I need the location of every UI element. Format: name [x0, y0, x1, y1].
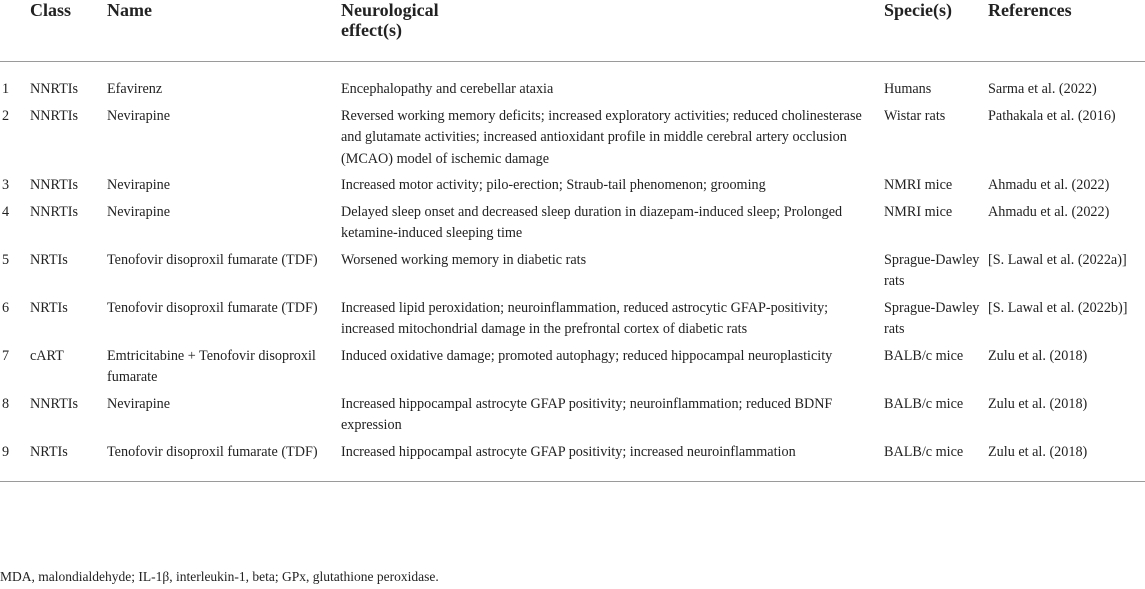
cell-effect: Increased motor activity; pilo-erection; Straub-tail phenomenon; grooming: [341, 177, 766, 193]
cell-name: Nevirapine: [107, 177, 171, 193]
cell-species: Humans: [884, 81, 932, 97]
cell-class: cART: [30, 347, 64, 364]
cell-reference: Zulu et al. (2018): [988, 443, 1088, 460]
cell-reference: Zulu et al. (2018): [988, 347, 1088, 364]
cell-class: NRTIs: [30, 299, 68, 316]
row-number: 3: [2, 177, 10, 193]
header-number: [0, 0, 30, 62]
table-footnote: MDA, malondialdehyde; IL-1β, interleukin-1, beta; GPx, glutathione peroxidase.: [0, 569, 439, 584]
cell-name: Tenofovir disoproxil fumarate (TDF): [107, 251, 318, 268]
row-number: 8: [2, 395, 10, 412]
table-row: [0, 245, 1145, 293]
cell-reference: Ahmadu et al. (2022): [988, 177, 1110, 193]
cell-class: NNRTIs: [30, 177, 79, 193]
cell-species: BALB/c mice: [884, 443, 964, 460]
cell-species: BALB/c mice: [884, 347, 964, 364]
table-row: [0, 293, 1145, 341]
cell-name: Tenofovir disoproxil fumarate (TDF): [107, 299, 318, 316]
cell-effect: Increased lipid peroxidation; neuroinflammation, reduced astrocytic GFAP-positivity; increased mitochondrial damage in the prefrontal cortex of diabetic rats: [341, 299, 829, 337]
cell-name: Efavirenz: [107, 81, 163, 97]
cell-reference: Pathakala et al. (2016): [988, 107, 1116, 124]
cell-name: Nevirapine: [107, 203, 171, 220]
cell-class: NRTIs: [30, 251, 68, 268]
cell-species: Sprague-Dawley rats: [884, 299, 980, 337]
cell-reference: Zulu et al. (2018): [988, 395, 1088, 412]
header-effect: [341, 0, 884, 62]
row-number: 2: [2, 107, 10, 124]
header-species: Specie(s): [884, 0, 988, 62]
cell-reference: Sarma et al. (2022): [988, 81, 1097, 97]
table-row: [0, 341, 1145, 389]
cell-effect: Delayed sleep onset and decreased sleep duration in diazepam-induced sleep; Prolonged ketamine-induced sleeping time: [341, 203, 843, 241]
cell-effect: Induced oxidative damage; promoted autophagy; reduced hippocampal neuroplasticity: [341, 347, 833, 364]
header-references: References: [988, 0, 1145, 62]
cell-name: Nevirapine: [107, 395, 171, 412]
cell-class: NNRTIs: [30, 203, 79, 220]
row-number: 9: [2, 443, 10, 460]
row-number: 5: [2, 251, 10, 268]
table-header: [0, 0, 1145, 62]
header-name: Name: [107, 0, 341, 62]
cell-species: BALB/c mice: [884, 395, 964, 412]
cell-effect: Reversed working memory deficits; increased exploratory activities; reduced cholinesterase and glutamate activities; increased antioxidant profile in middle cerebral artery occlusion (MCAO) model of ischemic damage: [341, 107, 862, 167]
table-row: [0, 389, 1145, 437]
cell-name: Emtricitabine + Tenofovir disoproxil fumarate: [107, 347, 316, 385]
row-number: 7: [2, 347, 10, 364]
cell-class: NNRTIs: [30, 107, 79, 124]
table-row: [0, 62, 1145, 101]
header-effect-label: Neurological effect(s): [341, 0, 439, 40]
cell-species: NMRI mice: [884, 177, 953, 193]
cell-species: Wistar rats: [884, 107, 946, 124]
header-row: [0, 0, 1145, 62]
cell-effect: Increased hippocampal astrocyte GFAP positivity; neuroinflammation; reduced BDNF expression: [341, 395, 833, 433]
cell-name: Tenofovir disoproxil fumarate (TDF): [107, 443, 318, 460]
cell-reference: [S. Lawal et al. (2022a)]: [988, 251, 1127, 268]
cell-class: NNRTIs: [30, 81, 79, 97]
row-number: 6: [2, 299, 10, 316]
cell-class: NNRTIs: [30, 395, 79, 412]
row-number: 1: [2, 81, 10, 97]
cell-species: Sprague-Dawley rats: [884, 251, 980, 289]
table-row: [0, 101, 1145, 171]
cell-name: Nevirapine: [107, 107, 171, 124]
cell-class: NRTIs: [30, 443, 68, 460]
table-row: [0, 170, 1145, 197]
cell-effect: Worsened working memory in diabetic rats: [341, 251, 587, 268]
header-class: Class: [30, 0, 107, 62]
table-row: [0, 437, 1145, 482]
table-row: [0, 197, 1145, 245]
cell-reference: [S. Lawal et al. (2022b)]: [988, 299, 1128, 316]
cell-reference: Ahmadu et al. (2022): [988, 203, 1110, 220]
cell-species: NMRI mice: [884, 203, 953, 220]
cell-effect: Increased hippocampal astrocyte GFAP positivity; increased neuroinflammation: [341, 443, 796, 460]
table-body: [0, 62, 1145, 482]
row-number: 4: [2, 203, 10, 220]
cell-effect: Encephalopathy and cerebellar ataxia: [341, 81, 554, 97]
